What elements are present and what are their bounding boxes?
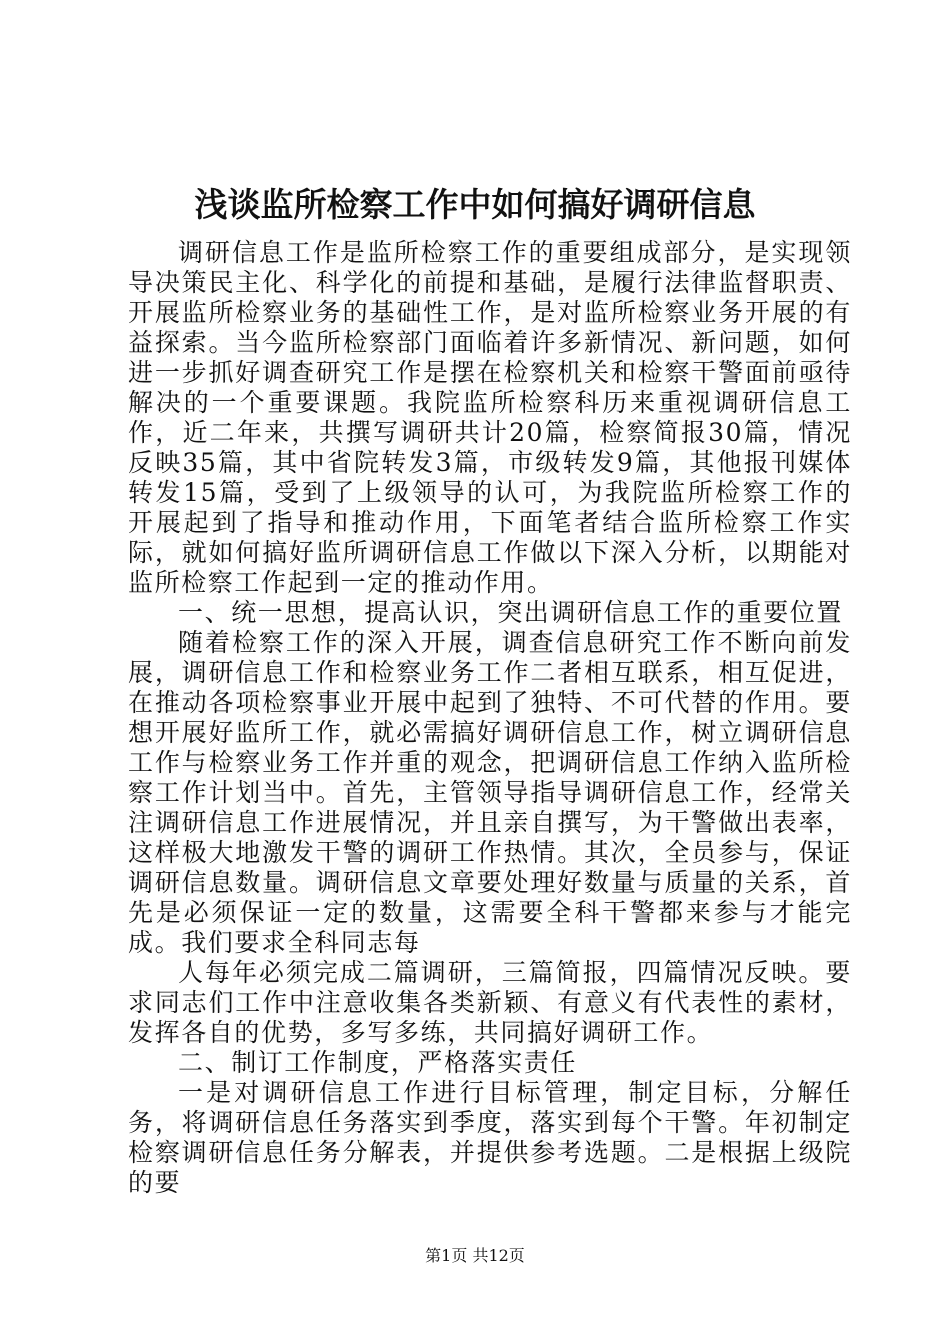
document-body (128, 238, 852, 1198)
paragraph-section-1: 随着检察工作的深入开展，调查信息研究工作不断向前发展，调研信息工作和检察业务工作二者相互联系，相互促进，在推动各项检察事业开展中起到了独特、不可代替的作用。要想开展好监所工作，就必需搞好调研信息工作，树立调研信息工作与检察业务工作并重的观念，把调研信息工作纳入监所检察工作计划当中。首先，主管领导指导调研信息工作，经常关注调研信息工作进展情况，并且亲自撰写，为干警做出表率，这样极大地激发干警的调研工作热情。其次，全员参与，保证调研信息数量。调研信息文章要处理好数量与质量的关系，首先是必须保证一定的数量，这需要全科干警都来参与才能完成。我们要求全科同志每 (128, 628, 852, 957)
paragraph-section-1-continued: 人每年必须完成二篇调研，三篇简报，四篇情况反映。要求同志们工作中注意收集各类新颖、有意义有代表性的素材，发挥各自的优势，多写多练，共同搞好调研工作。 (128, 958, 852, 1047)
document-title: 浅谈监所检察工作中如何搞好调研信息 (194, 185, 756, 224)
paragraph-intro: 调研信息工作是监所检察工作的重要组成部分，是实现领导决策民主化、科学化的前提和基础，是履行法律监督职责、开展监所检察业务的基础性工作，是对监所检察业务开展的有益探索。当今监所检察部门面临着许多新情况、新问题，如何进一步抓好调查研究工作是摆在检察机关和检察干警面前亟待解决的一个重要课题。我院监所检察科历来重视调研信息工作，近二年来，共撰写调研共计20篇，检察简报30篇，情况反映35篇，其中省院转发3篇，市级转发9篇，其他报刊媒体转发15篇，受到了上级领导的认可，为我院监所检察工作的开展起到了指导和推动作用，下面笔者结合监所检察工作实际，就如何搞好监所调研信息工作做以下深入分析，以期能对监所检察工作起到一定的推动作用。 (128, 238, 852, 597)
page-footer: 第1页 共12页 (425, 1246, 525, 1265)
section-heading-1: 一、统一思想，提高认识，突出调研信息工作的重要位置 (178, 598, 844, 627)
paragraph-section-2: 一是对调研信息工作进行目标管理，制定目标，分解任务，将调研信息任务落实到季度，落实到每个干警。年初制定检察调研信息任务分解表，并提供参考选题。二是根据上级院的要 (128, 1078, 852, 1197)
section-heading-2: 二、制订工作制度，严格落实责任 (178, 1048, 578, 1077)
